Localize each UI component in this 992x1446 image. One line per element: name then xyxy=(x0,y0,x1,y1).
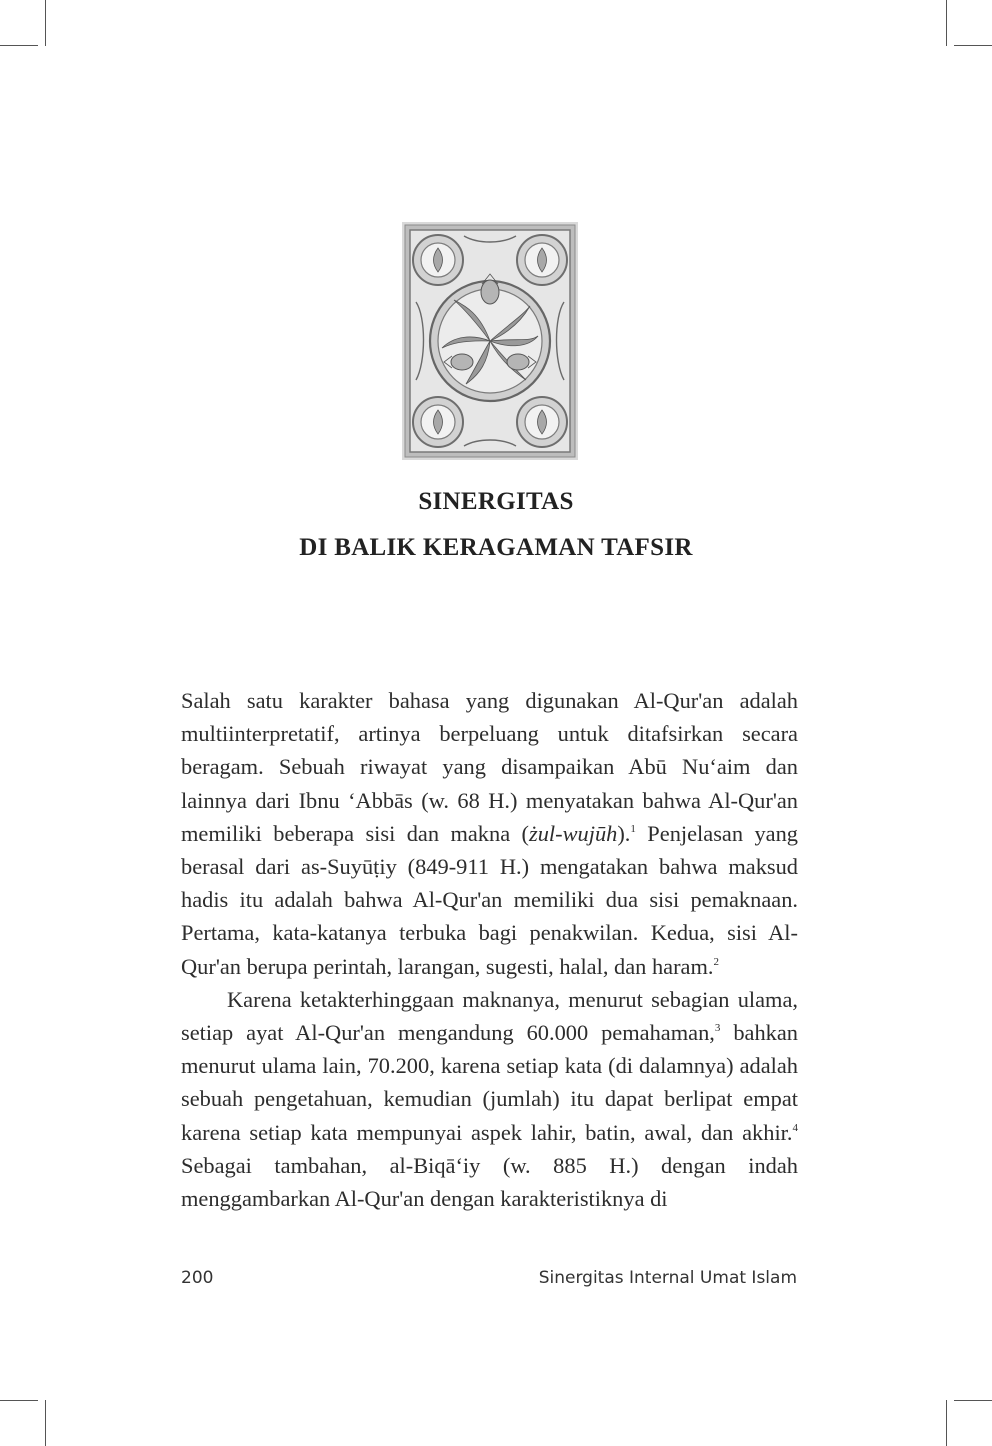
crop-mark xyxy=(954,1400,992,1401)
paragraph-text: Salah satu karakter bahasa yang digunakan Al-Qur'an adalah multiinterpretatif, artinya berpeluang untuk ditafsirkan secara beragam. Sebuah riwayat yang disampaikan Abū Nuʻaim dan lainnya dari Ibnu ʻAbbās (w. 68 H.) menyatakan bahwa Al-Qur'an memiliki beberapa sisi dan makna xyxy=(181,688,798,846)
paragraph-text: Sebagai tambahan, al-Biqāʻiy (w. 885 H.) dengan indah menggambarkan Al-Qur'an dengan karakteristiknya di xyxy=(181,1152,798,1212)
crop-mark xyxy=(45,1400,46,1446)
page-number: 200 xyxy=(181,1268,214,1288)
footnote-marker: 1 xyxy=(630,822,636,835)
chapter-title-line-1: SINERGITAS xyxy=(418,488,574,515)
paragraph xyxy=(181,983,798,1215)
footnote-marker: 3 xyxy=(714,1022,721,1035)
arabic-term: żul-wujūh xyxy=(529,820,618,846)
crop-mark xyxy=(45,0,46,46)
crop-mark xyxy=(954,45,992,46)
crop-mark xyxy=(946,0,947,46)
paragraph-text: bahkan menurut ulama lain, 70.200, karena setiap kata (di dalamnya) adalah sebuah pengetahuan, kemudian (jumlah) itu dapat berlipat empat karena setiap kata mempunyai aspek lahir, batin, awal, dan akhir. xyxy=(181,1020,798,1145)
ornament-illustration xyxy=(402,222,578,460)
footnote-marker: 4 xyxy=(792,1121,798,1134)
chapter-title-line-2: DI BALIK KERAGAMAN TAFSIR xyxy=(299,534,693,561)
paragraph-text: Karena ketakterhinggaan maknanya, menurut sebagian ulama, setiap ayat Al-Qur'an mengandung 60.000 pemahaman, xyxy=(181,986,798,1046)
paragraph-text: Penjelasan yang berasal dari as-Suyūṭiy (849-911 H.) mengatakan bahwa maksud hadis itu adalah bahwa Al-Qur'an memiliki dua sisi pemaknaan. Pertama, kata-katanya terbuka bagi penakwilan. Kedua, sisi Al-Qur'an berupa perintah, larangan, sugesti, halal, dan haram. xyxy=(181,820,798,979)
crop-mark xyxy=(946,1400,947,1446)
footnote-marker: 2 xyxy=(713,955,719,968)
paragraph-text: ). xyxy=(617,820,631,846)
paragraph: Salah satu karakter bahasa yang digunakan Al-Qur'an adalah multiinterpretatif, artinya berpeluang untuk ditafsirkan secara beragam. Sebuah riwayat yang disampaikan Abū Nuʻaim dan lainnya dari Ibnu ʻAbbās (w. 68 H.) menyatakan bahwa Al-Qur'an memiliki beberapa sisi dan makna (żul-wujūh).$^1$ Penjelasan yang berasal dari as-Suyūṭiy (849-911 H.) mengatakan bahwa maksud hadis itu adalah bahwa Al-Qur'an memiliki dua sisi pemaknaan. Pertama, kata-katanya terbuka bagi penakwilan. Kedua, sisi Al-Qur'an berupa perintah, larangan, sugesti, halal, dan haram.$^2$ xyxy=(181,688,798,979)
crop-mark xyxy=(0,1400,38,1401)
crop-mark xyxy=(0,45,38,46)
body-text xyxy=(181,684,798,1215)
running-title: Sinergitas Internal Umat Islam xyxy=(538,1268,797,1288)
